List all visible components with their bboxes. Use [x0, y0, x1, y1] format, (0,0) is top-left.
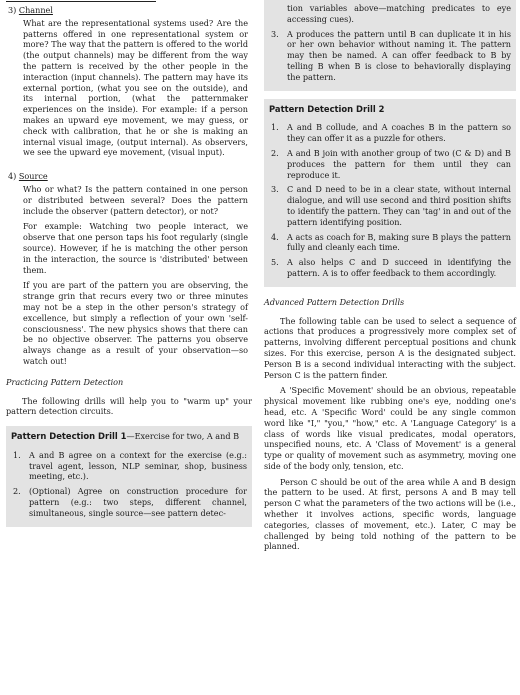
step-number-blank: [269, 3, 287, 25]
advanced-heading: Advanced Pattern Detection Drills: [264, 296, 405, 307]
practicing-heading: Practicing Pattern Detection: [6, 376, 124, 387]
advanced-paragraph-1: The following table can be used to select a sequence of actions that produces a progressively more complex set of patterns, involving different perceptual positions and chunk sizes. For this exercise, person A is the designated subject. Person B is a second individual interacting with the subject. Person C is the pattern finder.: [264, 315, 516, 380]
list-item: [269, 29, 511, 83]
right-column: [264, 0, 516, 552]
source-paragraph-1: Who or what? Is the pattern contained in one person or distributed between several? Does the pattern include the observer (pattern detector), or not?: [23, 183, 248, 216]
step-text: A acts as coach for B, making sure B plays the pattern fully and cleanly each time.: [287, 231, 511, 253]
list-item: [269, 3, 511, 25]
list-item: [269, 184, 511, 227]
step-number: 1.: [13, 449, 21, 460]
practicing-paragraph: The following drills will help you to "warm up" your pattern detection circuits.: [6, 395, 252, 417]
step-text: A and B collude, and A coaches B in the pattern so they can offer it as a puzzle for others.: [287, 122, 511, 144]
step-number: 3.: [271, 184, 279, 195]
channel-paragraph: What are the representational systems used? Are the patterns offered in one representational system or more? The way that the pattern is offered to the world (the output channels) may be different from the way the pattern is received by the other people in the interaction (input channels). The pattern may have its external portion, (what you see on the outside), and its internal portion, (what the patternmaker experiences on the inside). For example: if a person makes an upward eye movement, we may guess, or check with calibration, that he or she is making an internal visual image, (output internal). As observers, we see the upward eye movement, (visual input).: [23, 17, 248, 158]
left-column: [6, 0, 252, 527]
drill-1-steps-continued: [269, 3, 511, 83]
channel-heading: [8, 5, 252, 16]
source-paragraph-3: If you are part of the pattern you are observing, the strange grin that recurs every two or three minutes may not be a step in the other person's strategy of excellence, but simply a reflection of your own 'self-consciousness'. The new physics shows that there can be no objective observer. The patterns you observe always change as a result of your observation—so watch out!: [23, 280, 248, 366]
top-rule: [6, 1, 156, 2]
source-body: [6, 184, 252, 367]
step-text: A and B join with another group of two (C & D) and B produces the pattern for them until they can reproduce it.: [287, 147, 511, 180]
channel-label: Channel: [18, 5, 53, 15]
step-text: A produces the pattern until B can duplicate it in his or her own behavior without naming it. The pattern may then be named. A can offer feedback to B by telling B when B is close to behaviorally displaying the pattern.: [287, 28, 511, 82]
step-text: A and B agree on a context for the exercise (e.g.: travel agent, lesson, NLP seminar, shop, business meeting, etc.).: [29, 449, 247, 482]
list-item: [11, 486, 247, 518]
channel-body: [6, 18, 252, 158]
step-text: C and D need to be in a clear state, without internal dialogue, and will use second and third position shifts to identify the pattern. They can 'tag' in and out of the pattern identifying position.: [287, 184, 511, 227]
list-item: [11, 450, 247, 482]
step-number: 2.: [271, 147, 279, 158]
drill-2-title: Pattern Detection Drill 2: [269, 103, 385, 114]
step-text: tion variables above—matching predicates to eye accessing cues).: [287, 3, 511, 24]
source-label: Source: [18, 171, 48, 182]
list-item: [269, 232, 511, 254]
step-text: A also helps C and D succeed in identifying the pattern. A is to offer feedback to them accordingly.: [287, 257, 511, 278]
step-number: 3.: [271, 28, 279, 39]
source-number: 4): [8, 171, 19, 182]
list-item: [269, 257, 511, 279]
list-item: [269, 122, 511, 144]
drill-1-box-continued: [264, 0, 516, 91]
step-number: 2.: [13, 486, 21, 497]
drill-1-subtitle: —Exercise for two, A and B: [126, 431, 240, 442]
drill-2-box: [264, 99, 516, 287]
step-text: (Optional) Agree on construction procedure for pattern (e.g.: two steps, different channel, simultaneous, single source—see pattern detec-: [29, 486, 247, 518]
step-number: 4.: [271, 231, 279, 242]
list-item: [269, 148, 511, 180]
drill-1-steps: [11, 450, 247, 519]
advanced-paragraph-2: A 'Specific Movement' should be an obvious, repeatable physical movement like rubbing one's eye, nodding one's head, etc. A 'Specific Word' could be any single common word like "I," "you," "how," etc. A 'Language Category' is a class of words like visual predicates, modal operators, unspecified nouns, etc. A 'Class of Movement' is a general type or quality of movement such as asymmetry, moving one side of the body only, tension, etc.: [264, 385, 516, 471]
drill-1-title-text: Pattern Detection Drill 1: [11, 431, 127, 442]
drill-1-title: [11, 431, 247, 442]
drill-1-box: [6, 426, 252, 527]
channel-number: 3): [8, 5, 19, 15]
step-number: 5.: [271, 257, 279, 268]
drill-2-steps: [269, 122, 511, 278]
advanced-paragraph-3: Person C should be out of the area while A and B design the pattern to be used. At first, persons A and B may tell person C what the parameters of the two actions will be (i.e., whether it involves actions, specific words, language categories, classes of movement, etc.). Later, C may be challenged by being told nothing of the pattern to be planned.: [264, 476, 516, 552]
source-paragraph-2: For example: Watching two people interact, we observe that one person taps his foot regularly (single source). However, if he is matching the other person in the interaction, the source is 'distributed' between them.: [23, 221, 248, 275]
source-heading: [8, 171, 252, 182]
step-number: 1.: [271, 122, 279, 133]
